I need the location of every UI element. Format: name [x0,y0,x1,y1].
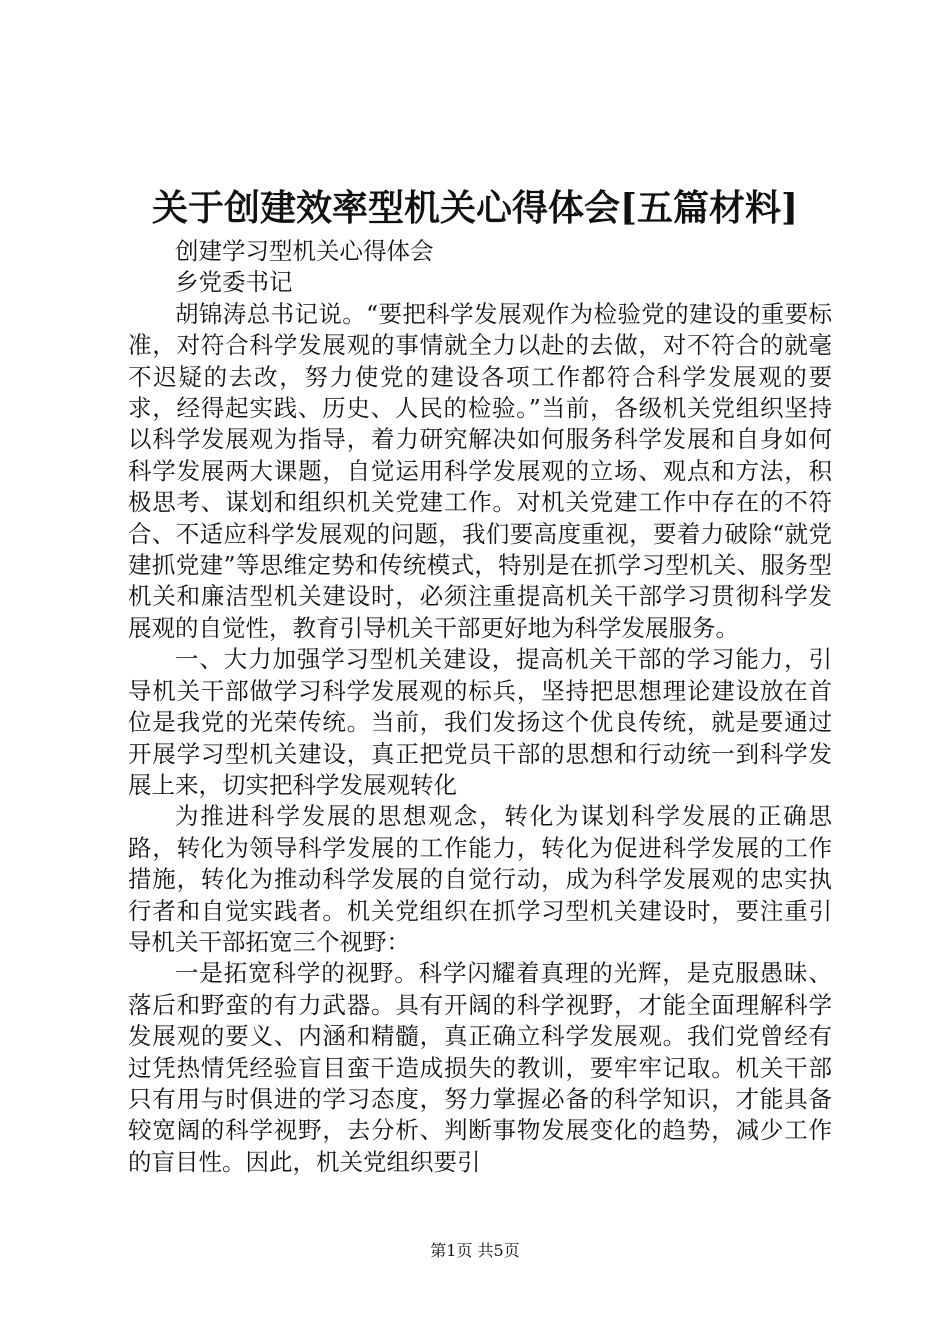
paragraph-3: 为推进科学发展的思想观念，转化为谋划科学发展的正确思路，转化为领导科学发展的工作能力，转化为促进科学发展的工作措施，转化为推动科学发展的自觉行动，成为科学发展观的忠实执行者和自觉实践者。机关党组织在抓学习型机关建设时，要注重引导机关干部拓宽三个视野： [128,802,832,956]
paragraph-2: 一、大力加强学习型机关建设，提高机关干部的学习能力，引导机关干部做学习科学发展观的标兵，坚持把思想理论建设放在首位是我党的光荣传统。当前，我们发扬这个优良传统，就是要通过开展学习型机关建设，真正把党员干部的思想和行动统一到科学发展上来，切实把科学发展观转化 [128,645,832,799]
page-number-footer: 第1页 共5页 [430,1241,520,1260]
document-title: 关于创建效率型机关心得体会[五篇材料] [151,187,799,229]
document-author: 乡党委书记 [175,268,293,297]
paragraph-4: 一是拓宽科学的视野。科学闪耀着真理的光辉，是克服愚昧、落后和野蛮的有力武器。具有开阔的科学视野，才能全面理解科学发展观的要义、内涵和精髓，真正确立科学发展观。我们党曾经有过凭热情凭经验盲目蛮干造成损失的教训，要牢牢记取。机关干部只有用与时俱进的学习态度，努力掌握必备的科学知识，才能具备较宽阔的科学视野，去分析、判断事物发展变化的趋势，减少工作的盲目性。因此，机关党组织要引 [128,959,832,1176]
document-subtitle: 创建学习型机关心得体会 [175,237,434,265]
paragraph-1: 胡锦涛总书记说。“要把科学发展观作为检验党的建设的重要标准，对符合科学发展观的事情就全力以赴的去做，对不符合的就毫不迟疑的去改，努力使党的建设各项工作都符合科学发展观的要求，经得起实践、历史、人民的检验。”当前，各级机关党组织坚持以科学发展观为指导，着力研究解决如何服务科学发展和自身如何科学发展两大课题，自觉运用科学发展观的立场、观点和方法，积极思考、谋划和组织机关党建工作。对机关党建工作中存在的不符合、不适应科学发展观的问题，我们要高度重视，要着力破除“就党建抓党建”等思维定势和传统模式，特别是在抓学习型机关、服务型机关和廉洁型机关建设时，必须注重提高机关干部学习贯彻科学发展观的自觉性，教育引导机关干部更好地为科学发展服务。 [128,299,832,642]
document-body [128,236,832,1178]
